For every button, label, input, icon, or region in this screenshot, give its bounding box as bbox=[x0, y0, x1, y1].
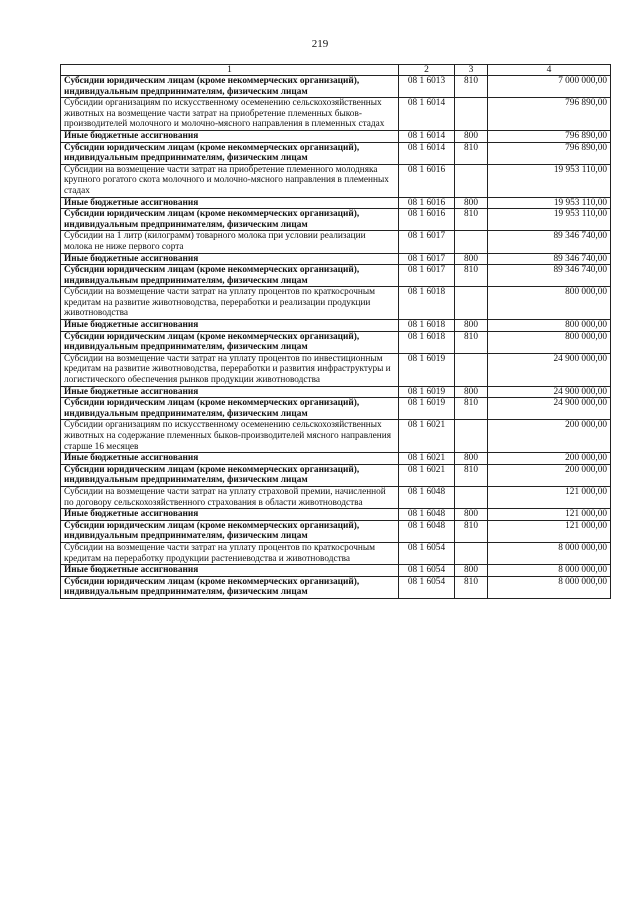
row-type-cell: 800 bbox=[455, 197, 488, 209]
table-row bbox=[61, 142, 611, 164]
row-code-cell: 08 1 6021 bbox=[399, 453, 455, 465]
table-row bbox=[61, 197, 611, 209]
row-code-cell: 08 1 6054 bbox=[399, 565, 455, 577]
row-type-cell bbox=[455, 287, 488, 320]
row-amount-cell: 89 346 740,00 bbox=[488, 253, 611, 265]
row-code-cell: 08 1 6014 bbox=[399, 98, 455, 131]
row-code-cell: 08 1 6017 bbox=[399, 231, 455, 253]
table-row bbox=[61, 164, 611, 197]
row-type-cell bbox=[455, 231, 488, 253]
table-row bbox=[61, 130, 611, 142]
row-amount-cell: 796 890,00 bbox=[488, 130, 611, 142]
row-code-cell: 08 1 6048 bbox=[399, 509, 455, 521]
table-row bbox=[61, 253, 611, 265]
row-type-cell bbox=[455, 420, 488, 453]
row-amount-cell: 200 000,00 bbox=[488, 453, 611, 465]
row-amount-cell: 796 890,00 bbox=[488, 98, 611, 131]
row-type-cell: 810 bbox=[455, 209, 488, 231]
row-code-cell: 08 1 6018 bbox=[399, 331, 455, 353]
budget-table bbox=[60, 64, 611, 599]
table-row bbox=[61, 486, 611, 508]
row-code-cell: 08 1 6054 bbox=[399, 576, 455, 598]
table-row bbox=[61, 287, 611, 320]
table-row bbox=[61, 320, 611, 332]
header-type-column: 3 bbox=[455, 65, 488, 76]
row-amount-cell: 89 346 740,00 bbox=[488, 231, 611, 253]
row-amount-cell: 200 000,00 bbox=[488, 464, 611, 486]
row-amount-cell: 8 000 000,00 bbox=[488, 576, 611, 598]
table-row bbox=[61, 565, 611, 577]
row-type-cell: 810 bbox=[455, 398, 488, 420]
row-name-cell: Субсидии юридическим лицам (кроме некоммерческих организаций), индивидуальным предпринимателям, физическим лицам bbox=[61, 464, 399, 486]
row-amount-cell: 19 953 110,00 bbox=[488, 197, 611, 209]
row-type-cell: 800 bbox=[455, 509, 488, 521]
row-amount-cell: 800 000,00 bbox=[488, 320, 611, 332]
row-type-cell: 800 bbox=[455, 565, 488, 577]
table-header-row bbox=[61, 65, 611, 76]
row-amount-cell: 8 000 000,00 bbox=[488, 565, 611, 577]
table-row bbox=[61, 209, 611, 231]
row-name-cell: Субсидии юридическим лицам (кроме некоммерческих организаций), индивидуальным предпринимателям, физическим лицам bbox=[61, 142, 399, 164]
row-name-cell: Иные бюджетные ассигнования bbox=[61, 386, 399, 398]
row-type-cell: 800 bbox=[455, 130, 488, 142]
table-row bbox=[61, 509, 611, 521]
row-amount-cell: 19 953 110,00 bbox=[488, 164, 611, 197]
row-type-cell: 810 bbox=[455, 265, 488, 287]
row-type-cell: 800 bbox=[455, 386, 488, 398]
row-name-cell: Субсидии на возмещение части затрат на уплату страховой премии, начисленной по договору сельскохозяйственного страхования в области животноводства bbox=[61, 486, 399, 508]
row-code-cell: 08 1 6019 bbox=[399, 398, 455, 420]
row-name-cell: Субсидии юридическим лицам (кроме некоммерческих организаций), индивидуальным предпринимателям, физическим лицам bbox=[61, 520, 399, 542]
row-code-cell: 08 1 6021 bbox=[399, 464, 455, 486]
row-name-cell: Иные бюджетные ассигнования bbox=[61, 320, 399, 332]
table-row bbox=[61, 331, 611, 353]
table-row bbox=[61, 542, 611, 564]
row-amount-cell: 24 900 000,00 bbox=[488, 398, 611, 420]
row-name-cell: Иные бюджетные ассигнования bbox=[61, 453, 399, 465]
row-amount-cell: 121 000,00 bbox=[488, 486, 611, 508]
table-row bbox=[61, 453, 611, 465]
row-type-cell bbox=[455, 164, 488, 197]
row-code-cell: 08 1 6014 bbox=[399, 142, 455, 164]
row-code-cell: 08 1 6019 bbox=[399, 353, 455, 386]
row-code-cell: 08 1 6013 bbox=[399, 76, 455, 98]
row-code-cell: 08 1 6017 bbox=[399, 265, 455, 287]
row-name-cell: Субсидии юридическим лицам (кроме некоммерческих организаций), индивидуальным предпринимателям, физическим лицам bbox=[61, 209, 399, 231]
row-type-cell bbox=[455, 98, 488, 131]
table-row bbox=[61, 231, 611, 253]
row-amount-cell: 8 000 000,00 bbox=[488, 542, 611, 564]
row-code-cell: 08 1 6017 bbox=[399, 253, 455, 265]
row-name-cell: Субсидии организациям по искусственному осеменению сельскохозяйственных животных на содержание племенных быков-производителей мясного направления старше 16 месяцев bbox=[61, 420, 399, 453]
row-type-cell: 810 bbox=[455, 464, 488, 486]
row-type-cell bbox=[455, 353, 488, 386]
table-body bbox=[61, 76, 611, 599]
row-type-cell: 800 bbox=[455, 453, 488, 465]
row-amount-cell: 800 000,00 bbox=[488, 331, 611, 353]
row-name-cell: Субсидии на возмещение части затрат на приобретение племенного молодняка крупного рогатого скота молочного и молочно-мясного направления в племенных стадах bbox=[61, 164, 399, 197]
row-type-cell: 800 bbox=[455, 320, 488, 332]
row-amount-cell: 796 890,00 bbox=[488, 142, 611, 164]
row-type-cell bbox=[455, 486, 488, 508]
row-name-cell: Субсидии юридическим лицам (кроме некоммерческих организаций), индивидуальным предпринимателям, физическим лицам bbox=[61, 265, 399, 287]
row-type-cell: 810 bbox=[455, 520, 488, 542]
row-type-cell: 810 bbox=[455, 576, 488, 598]
row-amount-cell: 200 000,00 bbox=[488, 420, 611, 453]
row-code-cell: 08 1 6048 bbox=[399, 520, 455, 542]
row-code-cell: 08 1 6018 bbox=[399, 287, 455, 320]
table-row bbox=[61, 386, 611, 398]
row-code-cell: 08 1 6016 bbox=[399, 209, 455, 231]
row-amount-cell: 89 346 740,00 bbox=[488, 265, 611, 287]
table-row bbox=[61, 265, 611, 287]
row-name-cell: Субсидии юридическим лицам (кроме некоммерческих организаций), индивидуальным предпринимателям, физическим лицам bbox=[61, 76, 399, 98]
table-row bbox=[61, 76, 611, 98]
row-name-cell: Субсидии на 1 литр (килограмм) товарного молока при условии реализации молока не ниже первого сорта bbox=[61, 231, 399, 253]
row-type-cell: 800 bbox=[455, 253, 488, 265]
row-type-cell: 810 bbox=[455, 331, 488, 353]
table-row bbox=[61, 520, 611, 542]
row-name-cell: Иные бюджетные ассигнования bbox=[61, 509, 399, 521]
row-name-cell: Субсидии на возмещение части затрат на уплату процентов по инвестиционным кредитам на развитие животноводства, переработки и развития инфраструктуры и логистического обеспечения рынков продукции животноводства bbox=[61, 353, 399, 386]
row-name-cell: Субсидии юридическим лицам (кроме некоммерческих организаций), индивидуальным предпринимателям, физическим лицам bbox=[61, 398, 399, 420]
row-amount-cell: 800 000,00 bbox=[488, 287, 611, 320]
row-name-cell: Субсидии на возмещение части затрат на уплату процентов по краткосрочным кредитам на переработку продукции растениеводства и животноводства bbox=[61, 542, 399, 564]
table-row bbox=[61, 420, 611, 453]
row-amount-cell: 7 000 000,00 bbox=[488, 76, 611, 98]
header-amount-column: 4 bbox=[488, 65, 611, 76]
row-name-cell: Иные бюджетные ассигнования bbox=[61, 565, 399, 577]
header-code-column: 2 bbox=[399, 65, 455, 76]
table-row bbox=[61, 576, 611, 598]
row-name-cell: Субсидии юридическим лицам (кроме некоммерческих организаций), индивидуальным предпринимателям, физическим лицам bbox=[61, 331, 399, 353]
row-name-cell: Иные бюджетные ассигнования bbox=[61, 130, 399, 142]
row-name-cell: Иные бюджетные ассигнования bbox=[61, 253, 399, 265]
row-name-cell: Субсидии на возмещение части затрат на уплату процентов по краткосрочным кредитам на развитие животноводства, переработки и реализации продукции животноводства bbox=[61, 287, 399, 320]
row-code-cell: 08 1 6019 bbox=[399, 386, 455, 398]
row-name-cell: Субсидии юридическим лицам (кроме некоммерческих организаций), индивидуальным предпринимателям, физическим лицам bbox=[61, 576, 399, 598]
table-row bbox=[61, 98, 611, 131]
page-number: 219 bbox=[311, 38, 329, 50]
row-code-cell: 08 1 6016 bbox=[399, 197, 455, 209]
row-name-cell: Иные бюджетные ассигнования bbox=[61, 197, 399, 209]
row-amount-cell: 121 000,00 bbox=[488, 509, 611, 521]
row-code-cell: 08 1 6018 bbox=[399, 320, 455, 332]
row-name-cell: Субсидии организациям по искусственному осеменению сельскохозяйственных животных на возмещение части затрат на приобретение племенных быков-производителей молочного и молочно-мясного направления в племенных стадах bbox=[61, 98, 399, 131]
row-code-cell: 08 1 6021 bbox=[399, 420, 455, 453]
row-amount-cell: 24 900 000,00 bbox=[488, 386, 611, 398]
table-row bbox=[61, 398, 611, 420]
table-row bbox=[61, 464, 611, 486]
row-type-cell: 810 bbox=[455, 76, 488, 98]
table-row bbox=[61, 353, 611, 386]
row-amount-cell: 19 953 110,00 bbox=[488, 209, 611, 231]
row-amount-cell: 24 900 000,00 bbox=[488, 353, 611, 386]
row-type-cell bbox=[455, 542, 488, 564]
row-code-cell: 08 1 6014 bbox=[399, 130, 455, 142]
row-type-cell: 810 bbox=[455, 142, 488, 164]
row-amount-cell: 121 000,00 bbox=[488, 520, 611, 542]
row-code-cell: 08 1 6016 bbox=[399, 164, 455, 197]
row-code-cell: 08 1 6048 bbox=[399, 486, 455, 508]
header-name-column: 1 bbox=[61, 65, 399, 76]
row-code-cell: 08 1 6054 bbox=[399, 542, 455, 564]
